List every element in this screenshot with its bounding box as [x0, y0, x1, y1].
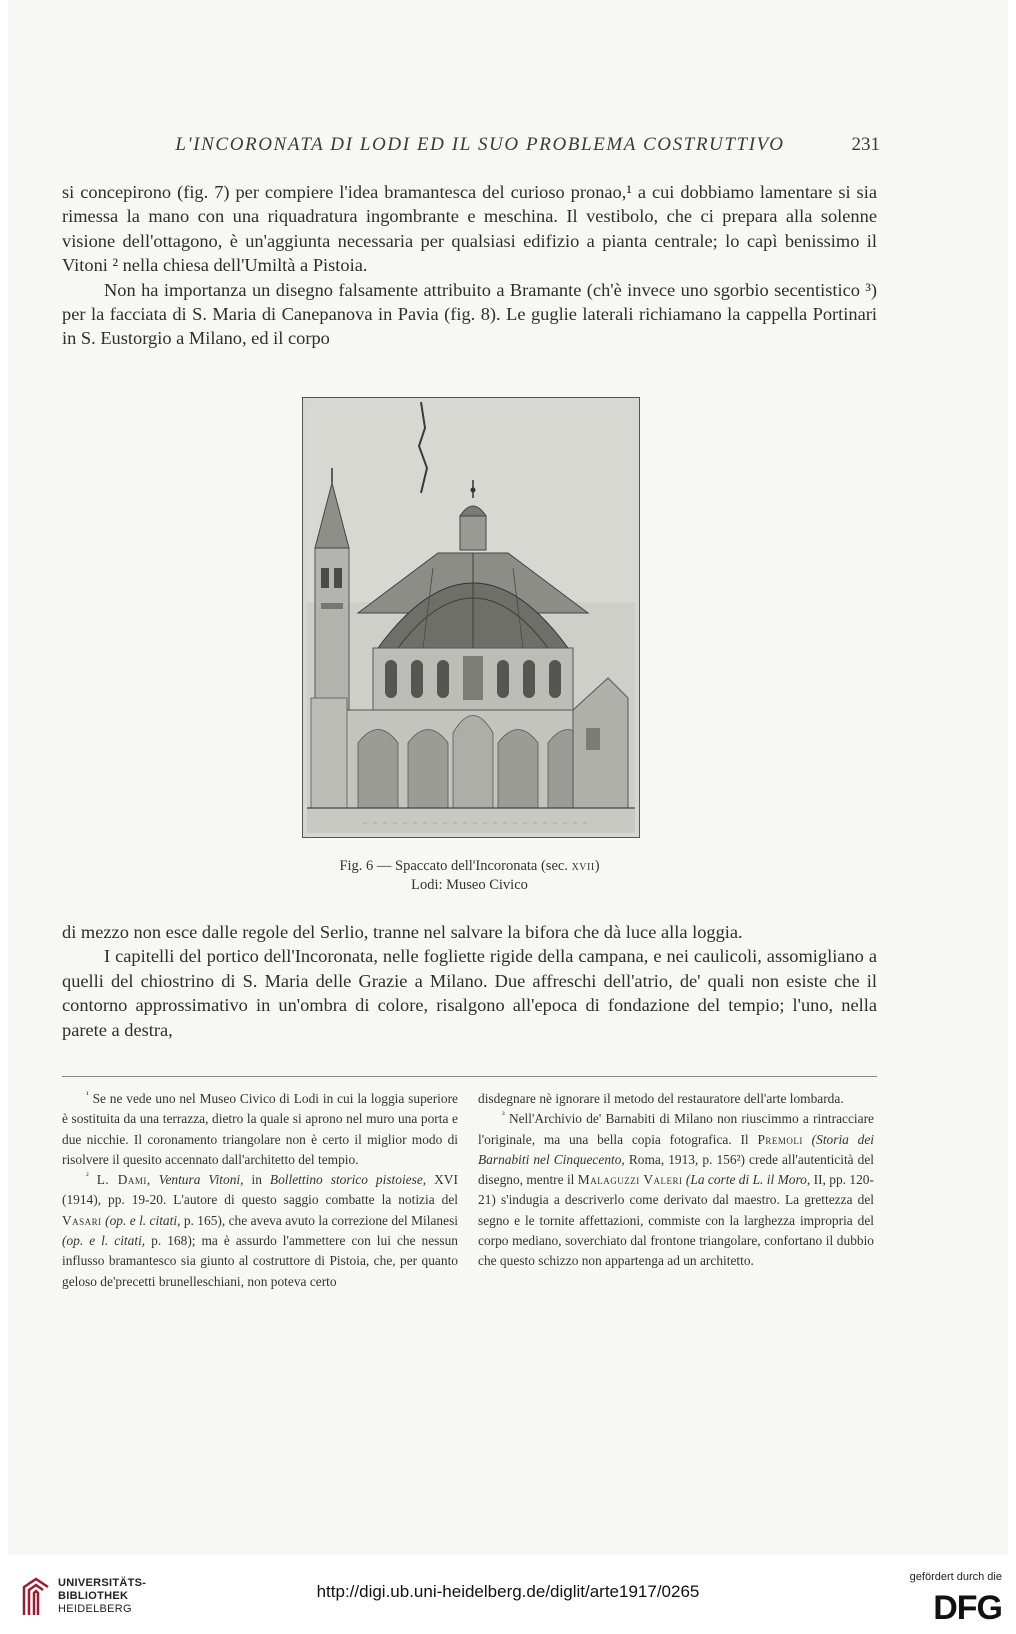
footnotes-right-column	[478, 1089, 874, 1272]
funding-caption: gefördert durch die	[909, 1571, 1002, 1583]
page-header	[150, 134, 880, 158]
footnote-1: $^{^1}$ Se ne vede uno nel Museo Civico di Lodi in cui la loggia superiore è sostituita da una terrazza, dietro la quale si aprono nel muro una porta e due nicchie. Il coronamento triangolare non è certo il miglior modo di risolvere il quesito accennato dall'architetto del tempio.	[62, 1089, 458, 1167]
running-head: L'INCORONATA DI LODI ED IL SUO PROBLEMA COSTRUTTIVO	[175, 134, 785, 155]
paragraph: I capitelli del portico dell'Incoronata, nelle fogliette rigide della campana, e nei caulicoli, assomigliano a quelli del chiostrino di S. Maria delle Grazie a Milano. Due affreschi dell'atrio, de' quali non esiste che il contorno approssimativo in un'ombra di colore, risalgono all'epoca di fondazione del tempio; l'uno, nella parete a destra,	[62, 946, 877, 1040]
paragraph: si concepirono (fig. 7) per compiere l'idea bramantesca del curioso pronao,¹ a cui dobbiamo lamentare si sia rimessa la mano con una riquadratura ingombrante e meschina. Il vestibolo, che ci prepara alla solenne visione dell'ottagono, è un'aggiunta necessaria per qualsiasi edifizio a pianta centrale; lo capì benissimo il Vitoni ² nella chiesa dell'Umiltà a Pistoia.	[62, 182, 877, 276]
footnote-2-continued: disdegnare nè ignorare il metodo del restauratore dell'arte lombarda.	[478, 1091, 844, 1106]
page-number: 231	[851, 134, 880, 155]
figure-caption: Fig. 6 — Spaccato dell'Incoronata (sec. xvii)	[339, 858, 600, 874]
footnotes-left-column	[62, 1089, 458, 1292]
university-library-name: UNIVERSITÄTS- BIBLIOTHEK HEIDELBERG	[58, 1577, 147, 1615]
paragraph: Non ha importanza un disegno falsamente attribuito a Bramante (ch'è invece uno sgorbio secentistico ³) per la facciata di S. Maria di Canepanova in Pavia (fig. 8). Le guglie laterali richiamano la cappella Portinari in S. Eustorgio a Milano, ed il corpo	[62, 279, 877, 349]
paragraph: di mezzo non esce dalle regole del Serlio, tranne nel salvare la bifora che dà luce alla loggia.	[62, 922, 743, 942]
dfg-logo: DFG	[933, 1589, 1002, 1627]
figure-caption-location: Lodi: Museo Civico	[411, 877, 528, 893]
viewer-footer	[0, 1555, 1016, 1634]
figure-image	[302, 397, 640, 838]
footnote-2: $^{^2}$ L. Dami, Ventura Vitoni, in Bollettino storico pistoiese, XVI (1914), pp. 19-20. L'autore di questo saggio combatte la notizia del Vasari (op. e l. citati, p. 165), che aveva avuto la correzione del Milanesi (op. e l. citati, p. 168); ma è assurdo l'ammettere con lui che nessun influsso bramantesco sia giunto al costruttore di Pistoia, che, per quanto geloso de'precetti brunelleschiani, non poteva certo	[62, 1170, 459, 1289]
body-text-bottom	[62, 920, 877, 1042]
permalink-url[interactable]: http://digi.ub.uni-heidelberg.de/diglit/arte1917/0265	[316, 1582, 700, 1601]
footnote-3: $^{^3}$ Nell'Archivio de' Barnabiti di Milano non riuscimmo a rintracciare l'originale, ma una bella copia fotografica. Il Premoli (Storia dei Barnabiti nel Cinquecento, Roma, 1913, p. 156²) crede all'autenticità del disegno, mentre il Malaguzzi Valeri (La corte di L. il Moro, II, pp. 120-21) s'indugia a descriverlo come derivato dal maestro. La grettezza del segno e le tornite affettazioni, commiste con la larghezza impropria del corpo mediano, soverchiato dal frontone triangolare, confortano il dubbio che questo schizzo non appartenga ad un architetto.	[478, 1109, 875, 1269]
body-text-top	[62, 180, 877, 351]
footnote-divider	[62, 1076, 877, 1077]
church-section-drawing	[303, 398, 639, 837]
